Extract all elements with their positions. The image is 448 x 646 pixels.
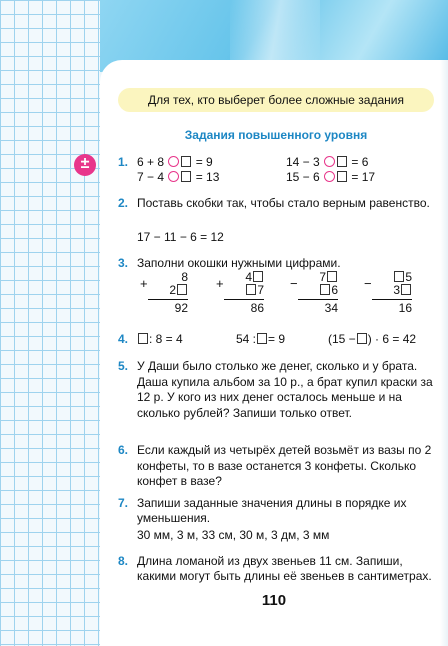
task-5-text: У Даши было столько же денег, сколько и у брата. Даша купила альбом за 10 р., а брат купил краски за 12 р. У кого из них денег осталось меньше и на сколько рублей? Запиши только ответ.: [137, 359, 433, 420]
task-1-eq-d: 15 − 6 = 17: [286, 170, 376, 184]
task-3-number: 3.: [118, 256, 129, 270]
task-4-number: 4.: [118, 332, 129, 346]
task-7-values: 30 мм, 3 м, 33 см, 30 м, 3 дм, 3 мм: [137, 528, 330, 542]
task-2-number: 2.: [118, 196, 129, 210]
task-4-eq-1: : 8 = 4: [137, 332, 183, 346]
task-5-number: 5.: [118, 359, 129, 373]
column-op-4: − 5 3 16: [364, 270, 412, 315]
task-6-text: Если каждый из четырёх детей возьмёт из вазы по 2 конфеты, то в вазе останется 3 конфеты. Сколько конфет в вазе?: [137, 443, 432, 488]
task-8-number: 8.: [118, 554, 129, 568]
task-8-text: Длина ломаной из двух звеньев 11 см. Запиши, какими могут быть длины её звеньев в сантиметрах.: [137, 554, 432, 583]
task-4-eq-3: (15 − ) · 6 = 42: [328, 332, 417, 346]
task-7-text: Запиши заданные значения длины в порядке их уменьшения.: [137, 496, 407, 525]
page-edge: [440, 60, 448, 646]
box-slot[interactable]: [337, 171, 347, 182]
task-6-number: 6.: [118, 443, 129, 457]
circle-slot[interactable]: [324, 171, 335, 182]
box-slot[interactable]: [337, 156, 347, 167]
box-slot[interactable]: [181, 171, 191, 182]
box-slot[interactable]: [138, 333, 148, 344]
task-3-text: Заполни окошки нужными цифрами.: [137, 256, 341, 270]
task-1-number: 1.: [118, 155, 129, 169]
box-slot[interactable]: [257, 333, 267, 344]
plus-minus-icon: ±: [74, 154, 96, 176]
grid-margin: [0, 0, 100, 646]
task-4-eq-2: 54 : = 9: [236, 332, 286, 346]
box-slot[interactable]: [357, 333, 367, 344]
circle-slot[interactable]: [324, 156, 335, 167]
task-2-text: Поставь скобки так, чтобы стало верным равенство.: [137, 196, 430, 210]
task-1-eq-c: 14 − 3 = 6: [286, 155, 369, 169]
page-number: 110: [248, 588, 300, 618]
task-1-eq-a: 6 + 8 = 9: [137, 155, 213, 169]
column-op-2: + 4 7 86: [216, 270, 264, 315]
section-title: Задания повышенного уровня: [184, 128, 368, 142]
task-2-expression: 17 − 11 − 6 = 12: [137, 230, 224, 244]
column-op-3: − 7 6 34: [290, 270, 338, 315]
box-slot[interactable]: [181, 156, 191, 167]
task-1-eq-b: 7 − 4 = 13: [137, 170, 220, 184]
banner: Для тех, кто выберет более сложные задания: [118, 88, 434, 112]
circle-slot[interactable]: [168, 156, 179, 167]
column-op-1: + 8 2 92: [140, 270, 188, 315]
task-7-number: 7.: [118, 496, 129, 510]
circle-slot[interactable]: [168, 171, 179, 182]
